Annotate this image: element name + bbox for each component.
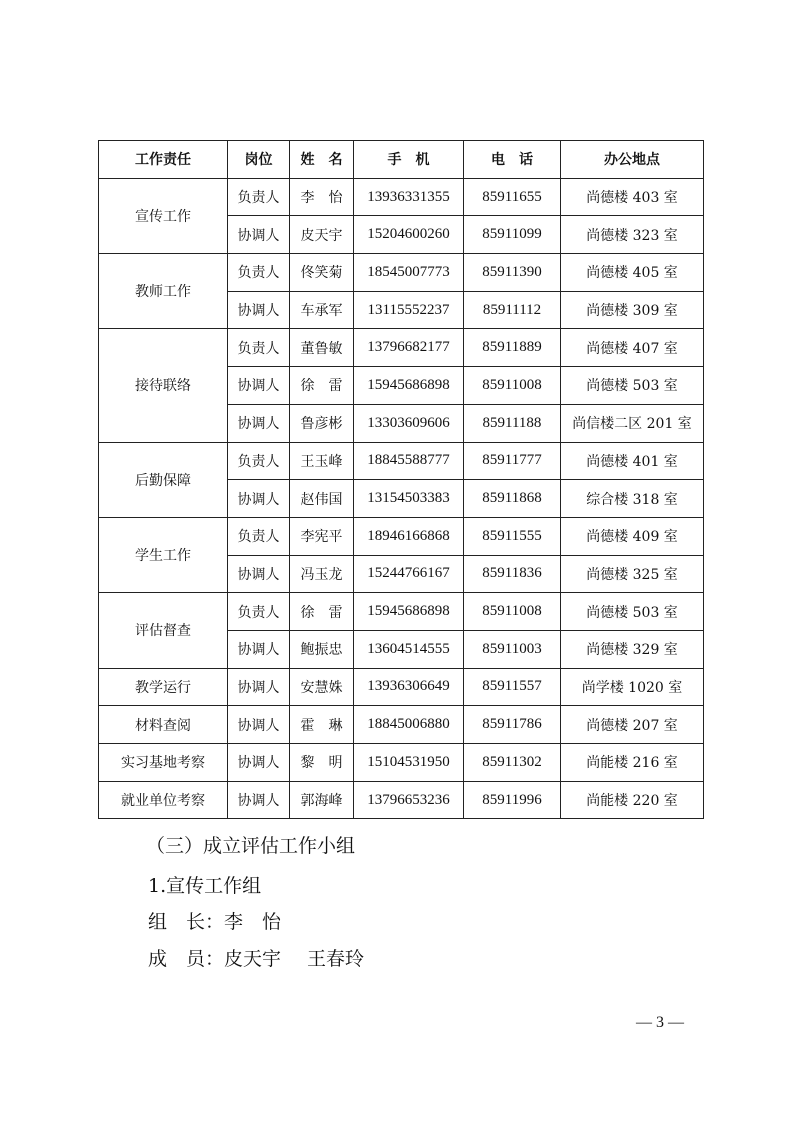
- duty-cell: 后勤保障: [99, 442, 228, 517]
- name-cell: 徐 雷: [290, 593, 354, 631]
- role-cell: 协调人: [228, 367, 290, 405]
- name-cell: 董鲁敏: [290, 329, 354, 367]
- name-cell: 王玉峰: [290, 442, 354, 480]
- office-cell: 尚学楼 1020 室: [561, 668, 704, 706]
- tel-cell: 85911099: [464, 216, 561, 254]
- leader-label: 组 长：: [148, 911, 225, 933]
- role-cell: 协调人: [228, 216, 290, 254]
- tel-cell: 85911836: [464, 555, 561, 593]
- duty-cell: 宣传工作: [99, 178, 228, 253]
- duty-cell: 就业单位考察: [99, 781, 228, 819]
- tel-cell: 85911112: [464, 291, 561, 329]
- name-cell: 安慧姝: [290, 668, 354, 706]
- role-cell: 协调人: [228, 744, 290, 782]
- table-row: [99, 593, 704, 631]
- tel-cell: 85911786: [464, 706, 561, 744]
- mobile-cell: 18545007773: [354, 254, 464, 292]
- name-cell: 冯玉龙: [290, 555, 354, 593]
- role-cell: 负责人: [228, 593, 290, 631]
- tel-cell: 85911557: [464, 668, 561, 706]
- name-cell: 黎 明: [290, 744, 354, 782]
- tel-cell: 85911302: [464, 744, 561, 782]
- office-cell: 尚德楼 503 室: [561, 367, 704, 405]
- tel-cell: 85911868: [464, 480, 561, 518]
- mobile-cell: 13936306649: [354, 668, 464, 706]
- name-cell: 车承军: [290, 291, 354, 329]
- sub-heading: （三）成立评估工作小组: [146, 835, 356, 857]
- office-cell: 尚德楼 401 室: [561, 442, 704, 480]
- mobile-cell: 13154503383: [354, 480, 464, 518]
- role-cell: 负责人: [228, 178, 290, 216]
- role-cell: 协调人: [228, 404, 290, 442]
- office-cell: 尚德楼 207 室: [561, 706, 704, 744]
- role-cell: 负责人: [228, 517, 290, 555]
- office-cell: 尚德楼 323 室: [561, 216, 704, 254]
- office-cell: 尚能楼 216 室: [561, 744, 704, 782]
- member-name: 王春玲: [307, 948, 365, 970]
- duty-cell: 教师工作: [99, 254, 228, 329]
- mobile-cell: 13796682177: [354, 329, 464, 367]
- mobile-cell: 15945686898: [354, 593, 464, 631]
- members-label: 成 员：: [148, 948, 225, 970]
- office-cell: 尚德楼 503 室: [561, 593, 704, 631]
- mobile-cell: 15104531950: [354, 744, 464, 782]
- table-row: [99, 744, 704, 782]
- office-cell: 综合楼 318 室: [561, 480, 704, 518]
- header-office: 办公地点: [561, 141, 704, 179]
- mobile-cell: 13115552237: [354, 291, 464, 329]
- members-line: [148, 944, 364, 971]
- mobile-cell: 15244766167: [354, 555, 464, 593]
- role-cell: 协调人: [228, 555, 290, 593]
- tel-cell: 85911008: [464, 367, 561, 405]
- office-cell: 尚德楼 325 室: [561, 555, 704, 593]
- duty-cell: 实习基地考察: [99, 744, 228, 782]
- tel-cell: 85911003: [464, 630, 561, 668]
- tel-cell: 85911390: [464, 254, 561, 292]
- table-row: [99, 781, 704, 819]
- office-cell: 尚德楼 407 室: [561, 329, 704, 367]
- name-cell: 皮天宇: [290, 216, 354, 254]
- tel-cell: 85911889: [464, 329, 561, 367]
- tel-cell: 85911008: [464, 593, 561, 631]
- leader-line: [148, 907, 281, 934]
- member-name: 皮天宇: [224, 948, 282, 970]
- header-tel: 电 话: [464, 141, 561, 179]
- role-cell: 协调人: [228, 291, 290, 329]
- duty-cell: 材料查阅: [99, 706, 228, 744]
- leader-name: 李 怡: [224, 911, 282, 933]
- duty-cell: 教学运行: [99, 668, 228, 706]
- table-row: [99, 254, 704, 292]
- name-cell: 李宪平: [290, 517, 354, 555]
- mobile-cell: 13303609606: [354, 404, 464, 442]
- header-name: 姓 名: [290, 141, 354, 179]
- table-row: [99, 329, 704, 367]
- header-duty: 工作责任: [99, 141, 228, 179]
- table-row: [99, 668, 704, 706]
- office-cell: 尚德楼 405 室: [561, 254, 704, 292]
- role-cell: 负责人: [228, 254, 290, 292]
- name-cell: 佟笑菊: [290, 254, 354, 292]
- header-mobile: 手 机: [354, 141, 464, 179]
- tel-cell: 85911996: [464, 781, 561, 819]
- mobile-cell: 13604514555: [354, 630, 464, 668]
- name-cell: 郭海峰: [290, 781, 354, 819]
- duty-cell: 接待联络: [99, 329, 228, 442]
- role-cell: 协调人: [228, 668, 290, 706]
- role-cell: 协调人: [228, 630, 290, 668]
- name-cell: 赵伟国: [290, 480, 354, 518]
- duty-cell: 评估督查: [99, 593, 228, 668]
- mobile-cell: 13796653236: [354, 781, 464, 819]
- header-role: 岗位: [228, 141, 290, 179]
- role-cell: 负责人: [228, 442, 290, 480]
- duty-cell: 学生工作: [99, 517, 228, 592]
- role-cell: 协调人: [228, 480, 290, 518]
- page-number: — 3 —: [636, 1014, 684, 1031]
- office-cell: 尚德楼 409 室: [561, 517, 704, 555]
- tel-cell: 85911655: [464, 178, 561, 216]
- name-cell: 霍 琳: [290, 706, 354, 744]
- office-cell: 尚能楼 220 室: [561, 781, 704, 819]
- table-row: [99, 442, 704, 480]
- name-cell: 徐 雷: [290, 367, 354, 405]
- name-cell: 鲁彦彬: [290, 404, 354, 442]
- tel-cell: 85911188: [464, 404, 561, 442]
- role-cell: 负责人: [228, 329, 290, 367]
- table-row: [99, 517, 704, 555]
- name-cell: 鲍振忠: [290, 630, 354, 668]
- contact-table: [98, 140, 704, 819]
- table-row: [99, 178, 704, 216]
- office-cell: 尚德楼 403 室: [561, 178, 704, 216]
- tel-cell: 85911777: [464, 442, 561, 480]
- mobile-cell: 15945686898: [354, 367, 464, 405]
- office-cell: 尚德楼 329 室: [561, 630, 704, 668]
- mobile-cell: 15204600260: [354, 216, 464, 254]
- mobile-cell: 18946166868: [354, 517, 464, 555]
- office-cell: 尚德楼 309 室: [561, 291, 704, 329]
- mobile-cell: 18845588777: [354, 442, 464, 480]
- name-cell: 李 怡: [290, 178, 354, 216]
- office-cell: 尚信楼二区 201 室: [561, 404, 704, 442]
- table-body: [99, 178, 704, 819]
- mobile-cell: 13936331355: [354, 178, 464, 216]
- table-row: [99, 706, 704, 744]
- table-header-row: [99, 141, 704, 179]
- tel-cell: 85911555: [464, 517, 561, 555]
- role-cell: 协调人: [228, 706, 290, 744]
- mobile-cell: 18845006880: [354, 706, 464, 744]
- group-title: 1.宣传工作组: [148, 875, 262, 897]
- role-cell: 协调人: [228, 781, 290, 819]
